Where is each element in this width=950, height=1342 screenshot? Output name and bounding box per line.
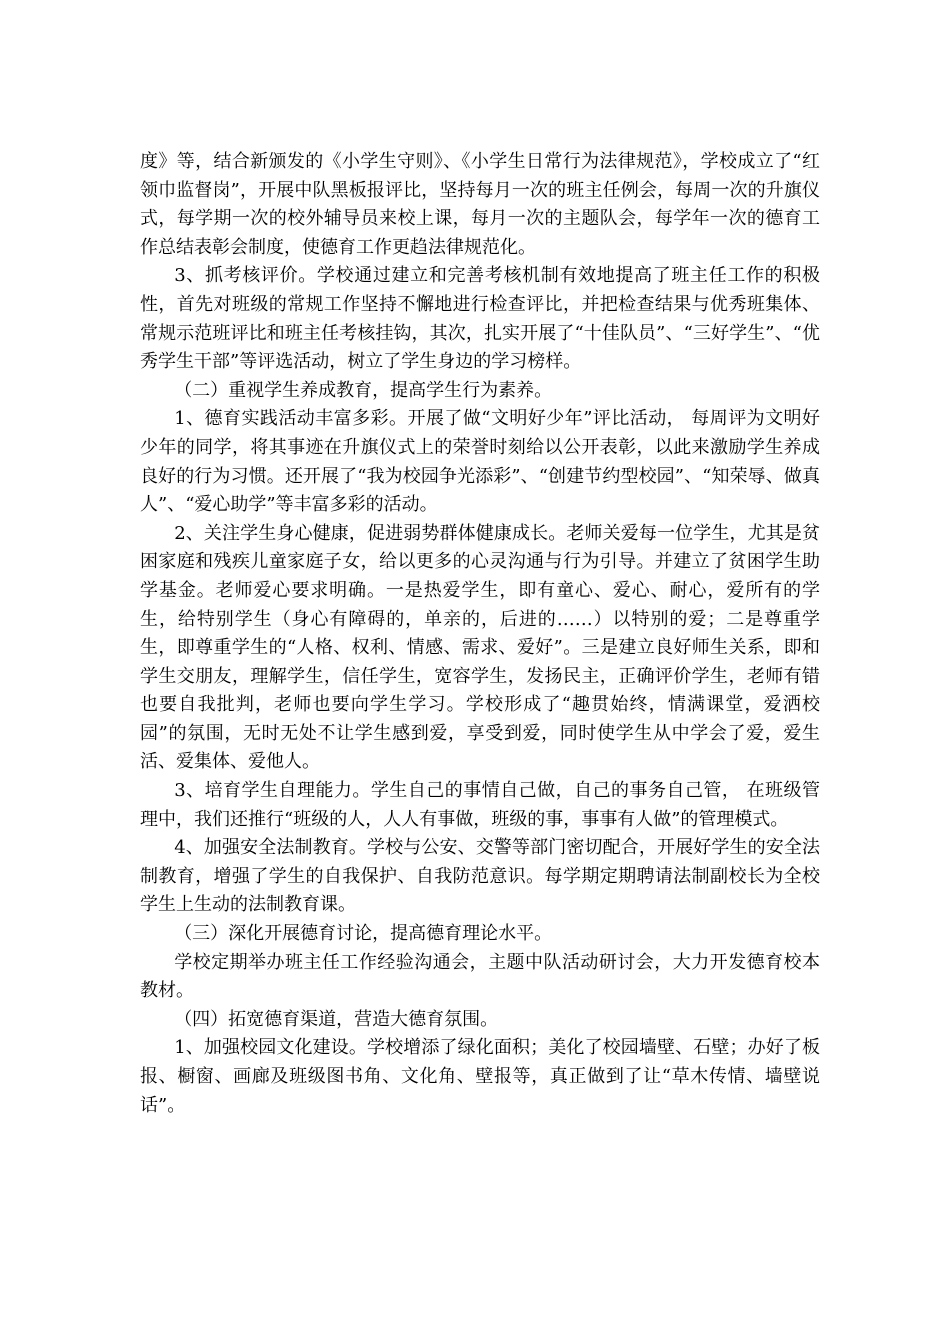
document-body (140, 148, 820, 1120)
paragraph-practice-activities: 1、德育实践活动丰富多彩。开展了做“文明好少年”评比活动， 每周评为文明好少年的同学，将其事迹在升旗仪式上的荣誉时刻给以公开表彰，以此来激励学生养成良好的行为习惯。还开展了“我为校园争光添彩”、“创建节约型校园”、“知荣辱、做真人”、“爱心助学”等丰富多彩的活动。 (140, 408, 820, 516)
paragraph-safety-law: 4、加强安全法制教育。学校与公安、交警等部门密切配合，开展好学生的安全法制教育，增强了学生的自我保护、自我防范意识。每学期定期聘请法制副校长为全校学生上生动的法制教育课。 (140, 837, 820, 916)
section-heading-2: （二）重视学生养成教育，提高学生行为素养。 (174, 379, 553, 401)
paragraph-student-health: 2、关注学生身心健康，促进弱势群体健康成长。老师关爱每一位学生，尤其是贫困家庭和残疾儿童家庭子女，给以更多的心灵沟通与行为引导。并建立了贫困学生助学基金。老师爱心要求明确。一是热爱学生，即有童心、爱心、耐心，爱所有的学生，给特别学生（身心有障碍的，单亲的，后进的……）以特别的爱；二是尊重学生，即尊重学生的“人格、权利、情感、需求、爱好”。三是建立良好师生关系，即和学生交朋友，理解学生，信任学生，宽容学生，发扬民主，正确评价学生，老师有错也要自我批判，老师也要向学生学习。学校形成了“趣贯始终，情满课堂，爱洒校园”的氛围，无时无处不让学生感到爱，享受到爱，同时使学生从中学会了爱，爱生活、爱集体、爱他人。 (140, 522, 820, 773)
paragraph-assessment: 3、抓考核评价。学校通过建立和完善考核机制有效地提高了班主任工作的积极性，首先对班级的常规工作坚持不懈地进行检查评比，并把检查结果与优秀班集体、常规示范班评比和班主任考核挂钩，其次，扎实开展了“十佳队员”、“三好学生”、“优秀学生干部”等评选活动，树立了学生身边的学习榜样。 (140, 265, 820, 373)
section-heading-3: （三）深化开展德育讨论，提高德育理论水平。 (174, 923, 553, 945)
section-heading-4: （四）拓宽德育渠道，营造大德育氛围。 (174, 1008, 499, 1030)
paragraph-seminars: 学校定期举办班主任工作经验沟通会，主题中队活动研讨会，大力开发德育校本教材。 (140, 951, 820, 1002)
paragraph-continuation: 度》等，结合新颁发的《小学生守则》、《小学生日常行为法律规范》，学校成立了“红领巾监督岗”，开展中队黑板报评比，坚持每月一次的班主任例会，每周一次的升旗仪式，每学期一次的校外辅导员来校上课，每月一次的主题队会，每学年一次的德育工作总结表彰会制度，使德育工作更趋法律规范化。 (140, 151, 820, 258)
paragraph-self-management: 3、培育学生自理能力。学生自己的事情自己做，自己的事务自己管， 在班级管理中，我们还推行“班级的人，人人有事做，班级的事，事事有人做”的管理模式。 (140, 780, 820, 830)
paragraph-campus-culture: 1、加强校园文化建设。学校增添了绿化面积；美化了校园墙壁、石壁；办好了板报、橱窗、画廊及班级图书角、文化角、壁报等，真正做到了让“草木传情、墙壁说话”。 (140, 1037, 820, 1116)
